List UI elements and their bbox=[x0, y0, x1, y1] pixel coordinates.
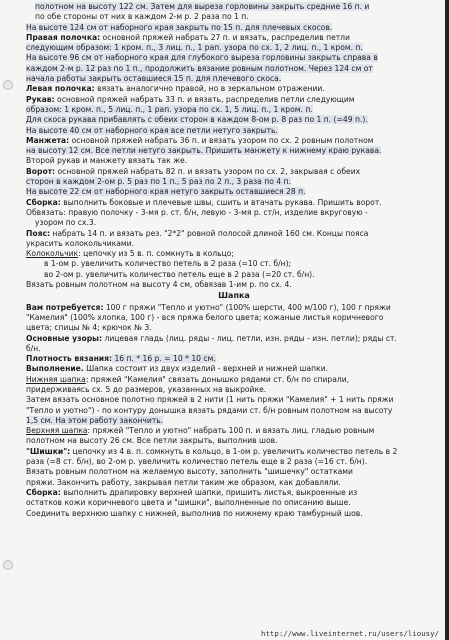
line-text: На высоте 96 см от наборного края для глубокого выреза горловины закрыть справа в bbox=[26, 53, 378, 63]
line-text: во 2-ом р. увеличить количество петель еще в 2 раза (=20 ст. б/н). bbox=[44, 269, 315, 279]
line-text: каждом 2-м р. 12 раз по 1 п., продолжить вязание ровным полотном. Через 124 см от bbox=[26, 63, 373, 73]
section-heading-hat: Шапка bbox=[218, 291, 250, 301]
text-line bbox=[26, 334, 442, 344]
text-line bbox=[26, 23, 442, 33]
line-text: 100 г пряжи "Тепло и уютно" (100% шерсти, 400 м/100 г), 100 г пряжи bbox=[103, 302, 391, 312]
line-text: раза (=8 ст. б/н), во 2-ом р. увеличить количество петель еще в 2 раза (=16 ст. б/н). bbox=[26, 457, 368, 467]
text-line bbox=[26, 344, 442, 354]
underlined-label: Колокольчик bbox=[26, 249, 79, 259]
text-line bbox=[26, 270, 442, 280]
bold-label: Пояс: bbox=[26, 228, 50, 238]
text-line bbox=[26, 126, 442, 136]
text-line bbox=[26, 259, 442, 269]
bold-label: Ворот: bbox=[26, 166, 56, 176]
text-line bbox=[26, 457, 442, 467]
line-text: основной пряжей набрать 33 п. и вязать, распределив петли следующим bbox=[54, 94, 355, 104]
line-text: Вязать ровным полотном на высоту 4 см, обвязав 1-им р. по сх. 4. bbox=[26, 280, 292, 290]
line-text: в 1-ом р. увеличить количество петель в 2 раза (=10 ст. б/н); bbox=[44, 259, 292, 269]
text-line bbox=[26, 198, 442, 208]
text-line bbox=[26, 249, 442, 259]
line-text: "Тепло и уютно") - по контуру донышка вязать рядами ст. б/н ровным полотном на высоту bbox=[26, 405, 393, 415]
line-text: цвета; спицы № 4; крючок № 3. bbox=[26, 323, 152, 333]
text-line bbox=[26, 146, 442, 156]
line-text: Затем вязать основное полотно пряжей в 2 нити (1 нить пряжи "Камелия" + 1 нить пряжи bbox=[26, 395, 394, 405]
text-line bbox=[26, 488, 442, 498]
line-text: цепочку из 4 в. п. сомкнуть в кольцо, в 1-ом р. увеличить количество петель в 2 bbox=[70, 446, 398, 456]
bold-label: Левая полочка: bbox=[26, 84, 95, 94]
line-text: Соединить верхнюю шапку с нижней, выполнив по нижнему краю тамбурный шов. bbox=[26, 508, 363, 518]
text-line bbox=[26, 354, 442, 364]
bold-label: "Шишки": bbox=[26, 446, 71, 456]
text-line bbox=[26, 447, 442, 457]
text-line bbox=[26, 323, 442, 333]
line-text: На высоте 40 см от наборного края все петли нетуго закрыть. bbox=[26, 125, 278, 135]
line-text: выполнить драпировку верхней шапки, пришить листья, выкроенные из bbox=[60, 487, 358, 497]
text-line bbox=[26, 239, 442, 249]
line-text: "Камелия" (100% хлопка, 100 г) - вся пряжа белого цвета; кожаные листья коричневого bbox=[26, 312, 384, 322]
text-line bbox=[26, 12, 442, 22]
line-text: : цепочку из 5 в. п. сомкнуть в кольцо; bbox=[78, 249, 234, 259]
text-line bbox=[26, 313, 442, 323]
text-line bbox=[26, 385, 442, 395]
text-line bbox=[26, 2, 442, 12]
line-text: Вязать ровным полотном на желаемую высоту, заполнить "шишечку" остатками bbox=[26, 467, 353, 477]
text-line bbox=[26, 406, 442, 416]
line-text: набрать 14 п. и вязать рез. "2*2" ровной полосой длиной 160 см. Концы пояса bbox=[50, 228, 369, 238]
text-line bbox=[26, 33, 442, 43]
text-line bbox=[26, 467, 442, 477]
line-text: пряжи. Закончить работу, закрывая петли таким же образом, как добавляли. bbox=[26, 477, 341, 487]
bold-label: Вам потребуется: bbox=[26, 302, 104, 312]
line-text: б/н. bbox=[26, 343, 41, 353]
line-text: остатков кожи коричневого цвета и "шишки", выполненные по описанию выше. bbox=[26, 498, 351, 508]
text-line bbox=[26, 177, 442, 187]
text-line bbox=[26, 95, 442, 105]
text-line bbox=[26, 478, 442, 488]
text-line bbox=[26, 436, 442, 446]
line-text: основной пряжей набрать 27 п. и вязать, распределив петли bbox=[100, 32, 350, 42]
line-text: по обе стороны от них в каждом 2-м р. 2 раза по 1 п. bbox=[35, 12, 249, 22]
bold-label: Правая полочка: bbox=[26, 32, 101, 42]
line-text: На высоте 124 см от наборного края закрыть по 15 п. для плечевых скосов. bbox=[26, 22, 333, 32]
line-text: следующим образом: 1 кром. п., 3 лиц. п., 1 рап. узора по сх. 1, 2 лиц. п., 1 кром. п. bbox=[26, 43, 363, 53]
text-line bbox=[26, 84, 442, 94]
text-line bbox=[26, 187, 442, 197]
text-line bbox=[26, 136, 442, 146]
line-text: основной пряжей набрать 36 п. и вязать узором по сх. 2 ровным полотном bbox=[69, 135, 374, 145]
binder-hole-icon bbox=[3, 560, 13, 570]
line-text: выполнить боковые и плечевые швы, сшить и втачать рукава. Пришить ворот. bbox=[60, 197, 382, 207]
text-line bbox=[26, 74, 442, 84]
line-text: : пряжей "Тепло и уютно" набрать 100 п. и вязать лиц. гладью ровным bbox=[87, 426, 375, 436]
line-text: Обвязать: правую полочку - 3-мя р. ст. б/н, левую - 3-мя р. ст/н, изделие вкруговую - bbox=[26, 207, 368, 217]
text-line bbox=[26, 53, 442, 63]
text-line bbox=[26, 167, 442, 177]
text-line bbox=[26, 64, 442, 74]
text-line bbox=[26, 375, 442, 385]
bold-label: Сборка: bbox=[26, 197, 61, 207]
text-line bbox=[26, 43, 442, 53]
line-text: Второй рукав и манжету вязать так же. bbox=[26, 156, 188, 166]
line-text: узором по сх.3. bbox=[35, 218, 97, 228]
text-line bbox=[26, 156, 442, 166]
line-text: : пряжей "Камелия" связать донышко рядами ст. б/н по спирали, bbox=[85, 374, 350, 384]
line-text: образом: 1 кром. п., 5 лиц. п., 1 рап. узора по сх. 1, 5 лиц. п., 1 кром. п. bbox=[26, 104, 313, 114]
text-line bbox=[26, 105, 442, 115]
line-text: полотном на высоту 26 см. Все петли закрыть, выполнив шов. bbox=[26, 436, 278, 446]
line-text: украсить колокольчиками. bbox=[26, 238, 135, 248]
text-line bbox=[26, 115, 442, 125]
text-line bbox=[26, 364, 442, 374]
line-text: основной пряжей набрать 82 п. и вязать узором по сх. 2, закрывая с обеих bbox=[55, 166, 361, 176]
text-line bbox=[26, 426, 442, 436]
bold-label: Сборка: bbox=[26, 487, 61, 497]
bold-label: Плотность вязания: bbox=[26, 354, 113, 364]
line-text: полотном на высоту 122 см. Затем для выреза горловины закрыть средние 16 п. и bbox=[35, 2, 370, 11]
line-text: на высоту 12 см. Все петли нетуго закрыть. Пришить манжету к нижнему краю рукава. bbox=[26, 146, 382, 156]
underlined-label: Верхняя шапка bbox=[26, 426, 88, 436]
binder-hole-icon bbox=[3, 80, 13, 90]
line-text: начала работы закрыть оставшиеся 15 п. для плечевого скоса. bbox=[26, 74, 282, 84]
scan-edge bbox=[445, 0, 449, 640]
document-body bbox=[26, 2, 442, 519]
bold-label: Рукав: bbox=[26, 94, 55, 104]
bold-label: Выполнение. bbox=[26, 364, 84, 374]
source-url: http://www.liveinternet.ru/users/liousy/ bbox=[261, 629, 439, 638]
line-text: Шапка состоит из двух изделий - верхней и нижней шапки. bbox=[83, 364, 329, 374]
line-text: На высоте 22 см от наборного края нетуго закрыть оставшиеся 28 п. bbox=[26, 187, 306, 197]
text-line bbox=[26, 416, 442, 426]
line-text: Для скоса рукава прибавлять с обеих сторон в каждом 8-ом р. 8 раз по 1 п. (=49 п.). bbox=[26, 115, 368, 125]
text-line bbox=[26, 498, 442, 508]
line-text: 16 п. * 16 р. = 10 * 10 см. bbox=[112, 354, 216, 364]
line-text: вязать аналогично правой, но в зеркальном отражении. bbox=[94, 84, 325, 94]
text-line bbox=[26, 280, 442, 290]
line-text: придерживаясь сх. 5 до размеров, указанных на выкройке. bbox=[26, 384, 267, 394]
hat-instructions bbox=[26, 303, 442, 519]
text-line bbox=[26, 208, 442, 218]
text-line bbox=[26, 303, 442, 313]
line-text: 1,5 см. На этом работу закончить. bbox=[26, 415, 164, 425]
text-line bbox=[26, 218, 442, 228]
underlined-label: Нижняя шапка bbox=[26, 374, 86, 384]
text-line bbox=[26, 509, 442, 519]
line-text: сторон в каждом 2-ом р. 5 раз по 1 п., 5 раз по 2 п., 3 раза по 4 п. bbox=[26, 177, 291, 187]
text-line bbox=[26, 395, 442, 405]
pullover-instructions bbox=[26, 2, 442, 290]
bold-label: Манжета: bbox=[26, 135, 70, 145]
line-text: лицевая гладь (лиц. ряды - лиц. петли, изн. ряды - изн. петли); ряды ст. bbox=[102, 333, 397, 343]
text-line bbox=[26, 229, 442, 239]
bold-label: Основные узоры: bbox=[26, 333, 103, 343]
